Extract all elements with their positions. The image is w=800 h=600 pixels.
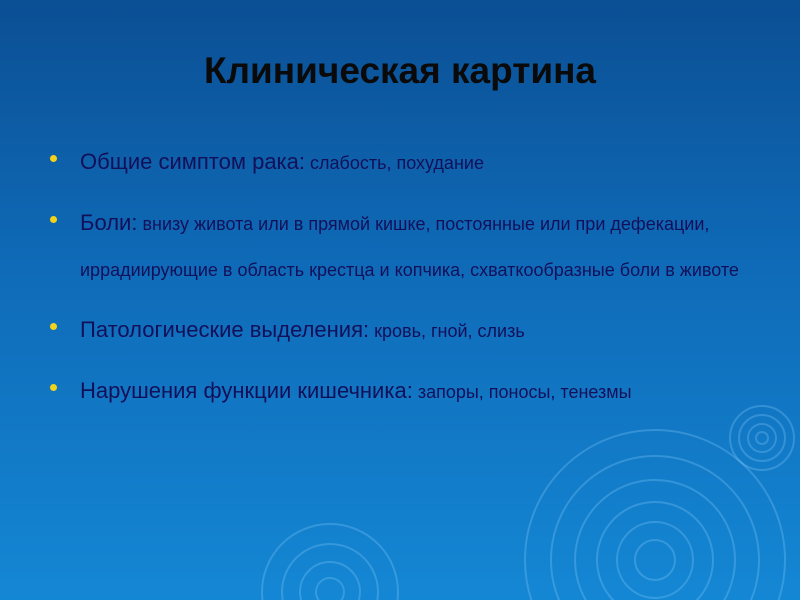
list-item-text (80, 308, 760, 355)
bullet-dot-icon (50, 384, 57, 391)
list-item-heading: Боли: (80, 210, 138, 235)
bullet-dot-icon (50, 323, 57, 330)
list-item-detail: внизу живота или в прямой кишке, постоянные или при дефекации, иррадиирующие в область крестца и копчика, схваткообразные боли в животе (80, 214, 739, 280)
list-item-text (80, 369, 760, 416)
list-item-detail: запоры, поносы, тенезмы (412, 382, 632, 402)
list-item (50, 369, 760, 416)
bullet-dot-icon (50, 155, 57, 162)
list-item-heading: Патологические выделения: (80, 317, 370, 342)
list-item (50, 308, 760, 355)
list-item (50, 140, 760, 187)
bullet-list (50, 140, 760, 430)
list-item-text (80, 140, 760, 187)
list-item (50, 201, 760, 294)
bullet-dot-icon (50, 216, 57, 223)
list-item-heading: Общие симптом рака: (80, 149, 306, 174)
list-item-text (80, 201, 760, 294)
list-item-detail: кровь, гной, слизь (369, 321, 525, 341)
list-item-heading: Нарушения функции кишечника: (80, 378, 413, 403)
slide-title: Клиническая картина (203, 50, 597, 91)
list-item-detail: слабость, похудание (305, 153, 484, 173)
